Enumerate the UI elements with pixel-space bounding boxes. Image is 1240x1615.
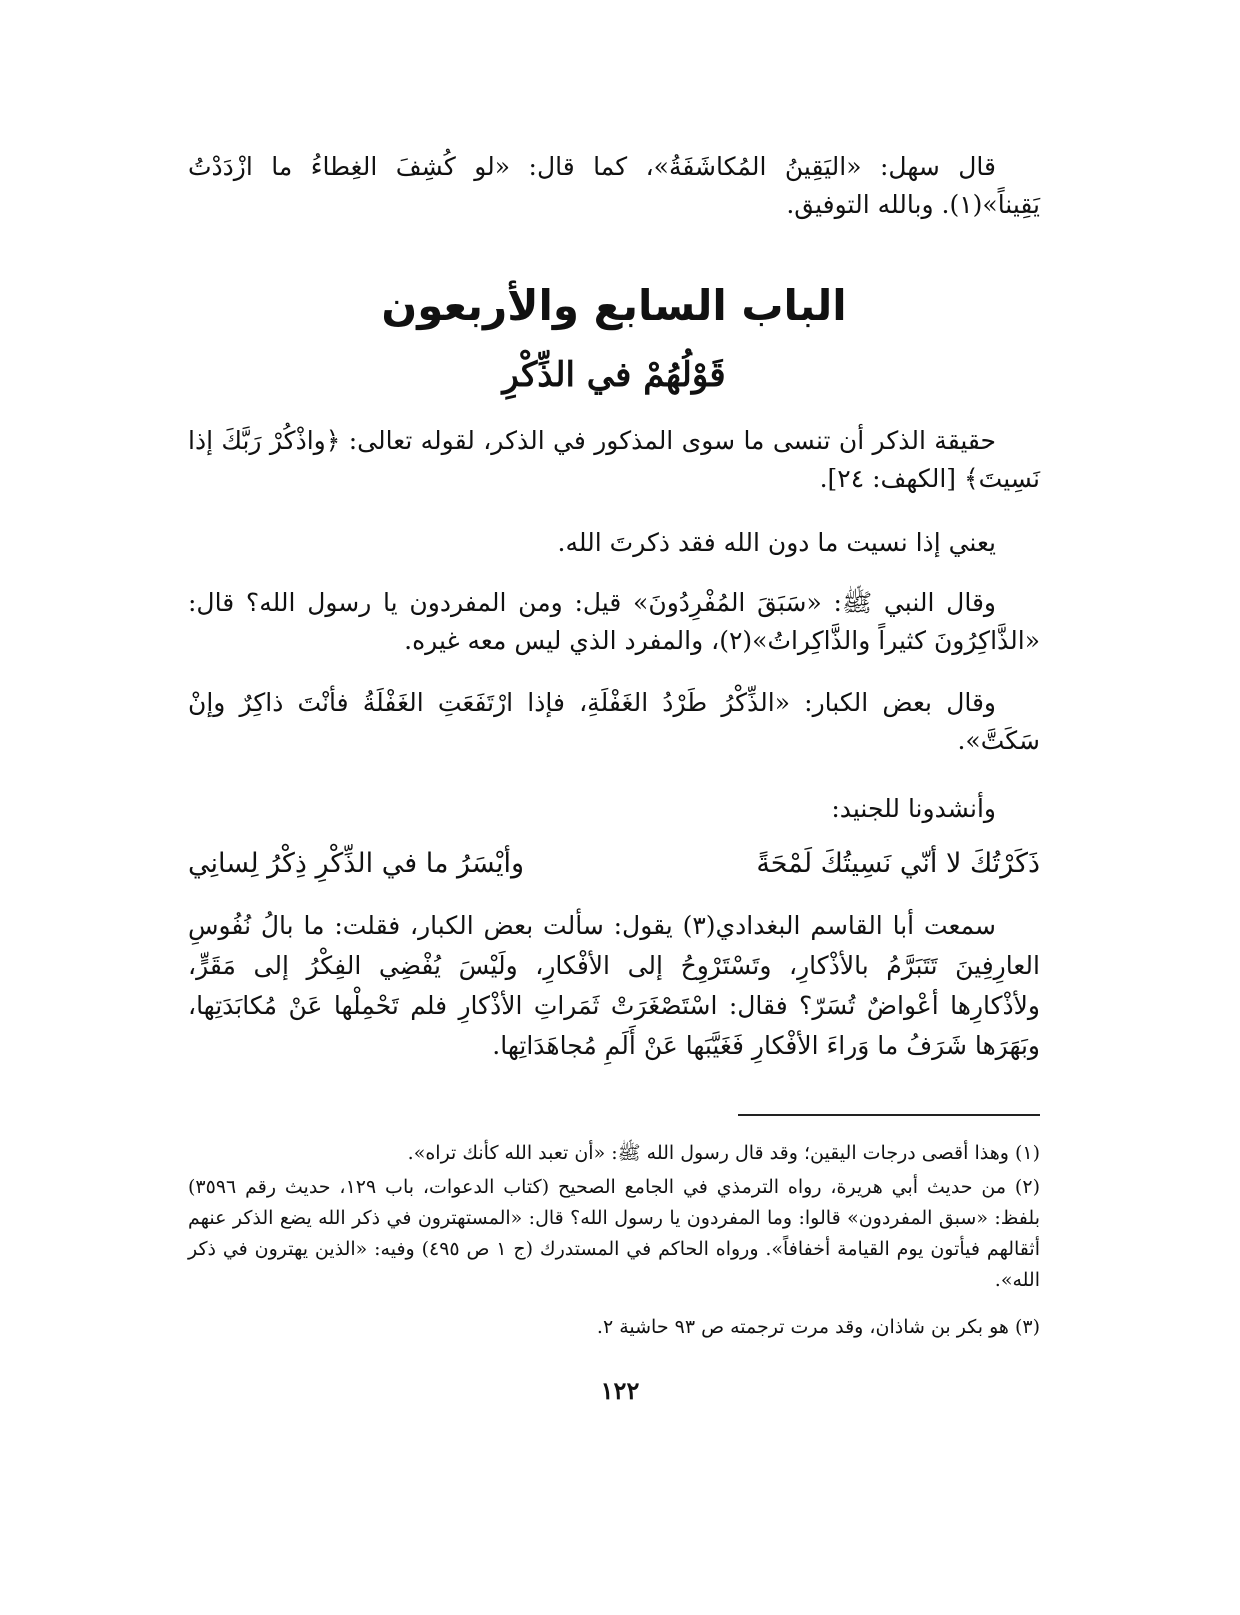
- paragraph-closing: سمعت أبا القاسم البغدادي(٣) يقول: سألت بعض الكبار، فقلت: ما بالُ نُفُوسِ العارِفِينَ تَتَبَرَّمُ بالأذْكارِ، وتَسْتَرْوِحُ إلى الأفْكارِ، ولَيْسَ يُفْضِي الفِكْرُ إلى مَقَرٍّ، ولأذْكارِها أعْواضٌ تُسَرّ؟ فقال: اسْتَصْغَرَتْ ثَمَراتِ الأذْكارِ فلم تَحْمِلْها عَنْ مُكابَدَتِها، وبَهَرَها شَرَفُ ما وَراءَ الأفْكارِ فَغَيَّبَها عَنْ أَلَمِ مُجاهَدَاتِها.: [188, 911, 1040, 1060]
- verse-second-hemistich: وأيْسَرُ ما في الذِّكْرِ ذِكْرُ لِسانِي: [188, 848, 525, 879]
- paragraph-definition: حقيقة الذكر أن تنسى ما سوى المذكور في الذكر، لقوله تعالى: ﴿واذْكُرْ رَبَّكَ إذا نَسِيتَ﴾ [الكهف: ٢٤].: [188, 426, 1040, 493]
- footnote-separator: [738, 1114, 1040, 1116]
- paragraph-explanation: يعني إذا نسيت ما دون الله فقد ذكرتَ الله.: [557, 528, 996, 557]
- footnote-1: (١) وهذا أقصى درجات اليقين؛ وقد قال رسول الله ﷺ: «أن تعبد الله كأنك تراه».: [407, 1142, 1040, 1164]
- chapter-title: الباب السابع والأربعون: [381, 281, 847, 330]
- footnote-3: (٣) هو بكر بن شاذان، وقد مرت ترجمته ص ٩٣ حاشية ٢.: [596, 1316, 1040, 1338]
- chapter-subtitle: قَوْلُهُمْ في الذِّكْرِ: [502, 355, 726, 395]
- verse-first-hemistich: ذَكَرْتُكَ لا أنّي نَسِيتُكَ لَمْحَةً: [756, 848, 1040, 879]
- paragraph-saying: وقال بعض الكبار: «الذِّكْرُ طَرْدُ الغَفْلَةِ، فإذا ارْتَفَعَتِ الغَفْلَةُ فأنْتَ ذاكِرٌ وإنْ سَكَتَّ».: [188, 688, 1040, 755]
- paragraph-poem-intro: وأنشدونا للجنيد:: [831, 794, 996, 823]
- paragraph-hadith: وقال النبي ﷺ: «سَبَقَ المُفْرِدُونَ» قيل: ومن المفردون يا رسول الله؟ قال: «الذَّاكِرُونَ كثيراً والذَّاكِراتُ»(٢)، والمفرد الذي ليس معه غيره.: [188, 588, 1040, 655]
- page-number: ١٢٢: [600, 1376, 640, 1405]
- footnote-2: (٢) من حديث أبي هريرة، رواه الترمذي في الجامع الصحيح (كتاب الدعوات، باب ١٢٩، حديث رقم ٣٥٩٦) بلفظ: «سبق المفردون» قالوا: وما المفردون يا رسول الله؟ قال: «المستهترون في ذكر الله يضع الذكر عنهم أثقالهم فيأتون يوم القيامة أخفافاً». ورواه الحاكم في المستدرك (ج ١ ص ٤٩٥) وفيه: «الذين يهترون في ذكر الله».: [188, 1176, 1040, 1291]
- poem-verse: [188, 844, 1040, 884]
- intro-paragraph: قال سهل: «اليَقِينُ المُكاشَفَةُ»، كما قال: «لو كُشِفَ الغِطاءُ ما ازْدَدْتُ يَقِيناً»(١). وبالله التوفيق.: [188, 152, 1040, 219]
